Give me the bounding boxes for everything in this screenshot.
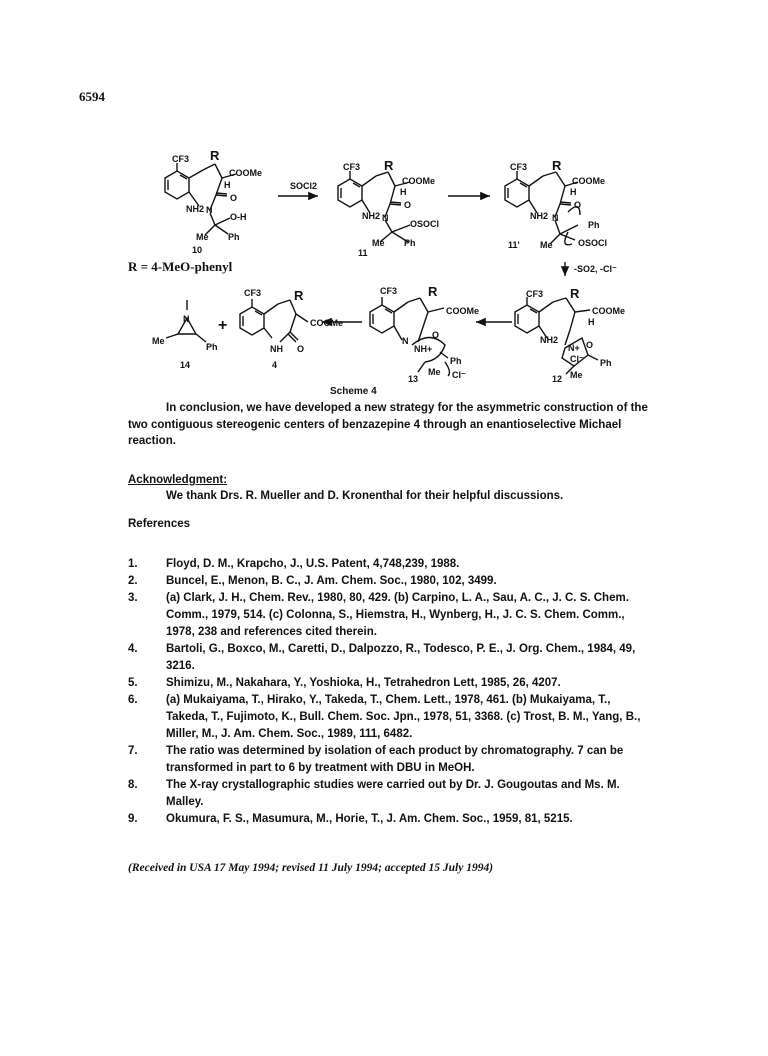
reference-number: 3. bbox=[128, 592, 138, 604]
label-cf3-11p: CF3 bbox=[510, 162, 528, 172]
reference-number: 6. bbox=[128, 694, 138, 706]
label-coome-12: COOMe bbox=[592, 306, 626, 316]
label-me-11p: Me bbox=[540, 240, 553, 250]
label-r-10: R bbox=[210, 148, 220, 163]
reference-number: 4. bbox=[128, 643, 138, 655]
label-h-11p: H bbox=[570, 187, 577, 197]
label-cf3-10: CF3 bbox=[172, 154, 190, 164]
label-ososcl-11p: OSOCl bbox=[578, 238, 608, 248]
reference-item bbox=[128, 675, 653, 692]
compound-14: 14 bbox=[180, 360, 191, 370]
label-ph-11: Ph bbox=[404, 238, 416, 248]
label-n-14: N bbox=[183, 314, 190, 324]
reference-item bbox=[128, 743, 653, 777]
label-coome-10: COOMe bbox=[229, 168, 263, 178]
label-ph-11p: Ph bbox=[588, 220, 600, 230]
label-ph-12: Ph bbox=[600, 358, 612, 368]
reference-number: 8. bbox=[128, 779, 138, 791]
label-o-4: O bbox=[297, 344, 305, 354]
compound-12: 12 bbox=[552, 374, 563, 384]
label-o-10: O bbox=[230, 193, 238, 203]
compound-11-prime: 11' bbox=[508, 240, 520, 250]
label-r-4: R bbox=[294, 288, 304, 303]
label-nh2-12: NH2 bbox=[540, 335, 559, 345]
label-me-10: Me bbox=[196, 232, 209, 242]
compound-11: 11 bbox=[358, 248, 368, 258]
structure-4 bbox=[240, 299, 308, 342]
reference-item bbox=[128, 641, 653, 675]
label-nh-4: NH bbox=[270, 344, 283, 354]
label-ososcl-11: OSOCl bbox=[410, 219, 440, 229]
label-nh2-11: NH2 bbox=[362, 211, 381, 221]
label-nplus-12: N+ bbox=[568, 343, 580, 353]
compound-10: 10 bbox=[192, 245, 203, 255]
label-ph-14: Ph bbox=[206, 342, 218, 352]
label-coome-11: COOMe bbox=[402, 176, 436, 186]
reference-text: Okumura, F. S., Masumura, M., Horie, T., J. Am. Chem. Soc., 1959, 81, 5215. bbox=[166, 813, 573, 825]
reference-item bbox=[128, 556, 653, 573]
compound-4: 4 bbox=[272, 360, 278, 370]
label-ph-10: Ph bbox=[228, 232, 240, 242]
reference-number: 7. bbox=[128, 745, 138, 757]
reference-text: The ratio was determined by isolation of each product by chromatography. 7 can be transformed in part to 6 by treatment with DBU in MeOH. bbox=[166, 745, 624, 774]
label-coome-13: COOMe bbox=[446, 306, 480, 316]
reference-number: 2. bbox=[128, 575, 138, 587]
label-oh-10: O-H bbox=[230, 212, 247, 222]
label-coome-4: COOMe bbox=[310, 318, 344, 328]
label-me-14: Me bbox=[152, 336, 165, 346]
label-coome-11p: COOMe bbox=[572, 176, 606, 186]
label-o-11: O bbox=[404, 200, 412, 210]
reference-number: 9. bbox=[128, 813, 138, 825]
structure-11-prime bbox=[505, 171, 580, 245]
scheme-caption: Scheme 4 bbox=[330, 386, 377, 397]
reference-item bbox=[128, 777, 653, 811]
r-definition: R = 4-MeO-phenyl bbox=[128, 259, 233, 274]
label-r-12: R bbox=[570, 286, 580, 301]
label-o-12: O bbox=[586, 340, 594, 350]
label-r-11p: R bbox=[552, 158, 562, 173]
label-nh2-11p: NH2 bbox=[530, 211, 549, 221]
label-cf3-13: CF3 bbox=[380, 286, 398, 296]
reference-text: Bartoli, G., Boxco, M., Caretti, D., Dalpozzo, R., Todesco, P. E., J. Org. Chem., 1984, 49, 3216. bbox=[166, 643, 636, 672]
label-ph-13: Ph bbox=[450, 356, 462, 366]
label-h-10: H bbox=[224, 180, 231, 190]
page-number: 6594 bbox=[79, 89, 105, 104]
label-me-12: Me bbox=[570, 370, 583, 380]
reference-text: Floyd, D. M., Krapcho, J., U.S. Patent, 4,748,239, 1988. bbox=[166, 558, 460, 570]
label-cf3-11: CF3 bbox=[343, 162, 361, 172]
reference-text: Shimizu, M., Nakahara, Y., Yoshioka, H., Tetrahedron Lett, 1985, 26, 4207. bbox=[166, 677, 561, 689]
reference-text: (a) Clark, J. H., Chem. Rev., 1980, 80, 429. (b) Carpino, L. A., Sau, A. C., J. C. S. Chem. Comm., 1979, 514. (c) Colonna, S., Hiemstra, H., Wynberg, H., J. C. S. Chem. Comm., 1978, 238 and references cited therein. bbox=[166, 592, 629, 638]
label-nhplus-13: NH+ bbox=[414, 344, 433, 354]
structure-10 bbox=[165, 163, 236, 235]
reference-number: 1. bbox=[128, 558, 138, 570]
reference-text: The X-ray crystallographic studies were carried out by Dr. J. Gougoutas and Ms. M. Malley. bbox=[166, 779, 620, 808]
label-r-11: R bbox=[384, 158, 394, 173]
compound-13: 13 bbox=[408, 374, 419, 384]
label-n-13: N bbox=[402, 336, 409, 346]
references-list bbox=[128, 556, 653, 828]
label-r-13: R bbox=[428, 284, 438, 299]
reaction-scheme bbox=[0, 0, 768, 400]
reference-text: (a) Mukaiyama, T., Hirako, Y., Takeda, T., Chem. Lett., 1978, 461. (b) Mukaiyama, T., Takeda, T., Fujimoto, K., Bull. Chem. Soc. Jpn., 1978, 51, 3368. (c) Trost, B. M., Yang, B., Miller, M., J. Am. Chem. Soc., 1989, 111, 6482. bbox=[166, 694, 641, 740]
label-cl-13: Cl⁻ bbox=[452, 370, 466, 380]
reference-text: Buncel, E., Menon, B. C., J. Am. Chem. Soc., 1980, 102, 3499. bbox=[166, 575, 497, 587]
reagent-socl2: SOCl2 bbox=[290, 181, 318, 191]
label-nh2-10: NH2 bbox=[186, 204, 205, 214]
label-o-13: O bbox=[432, 330, 440, 340]
plus-sign: + bbox=[218, 317, 228, 334]
acknowledgment-text: We thank Drs. R. Mueller and D. Kronenthal for their helpful discussions. bbox=[166, 490, 564, 502]
label-me-13: Me bbox=[428, 367, 441, 377]
conclusion-paragraph: In conclusion, we have developed a new strategy for the asymmetric construction of the two contiguous stereogenic centers of benzazepine 4 through an enantioselective Michael reaction. bbox=[128, 402, 648, 447]
label-me-11: Me bbox=[372, 238, 385, 248]
received-dates: (Received in USA 17 May 1994; revised 11 July 1994; accepted 15 July 1994) bbox=[128, 862, 494, 874]
label-n-11: N bbox=[382, 213, 389, 223]
reference-number: 5. bbox=[128, 677, 138, 689]
references-heading: References bbox=[128, 518, 191, 530]
reference-item bbox=[128, 590, 653, 641]
reagent-so2: -SO2, -Cl⁻ bbox=[574, 264, 617, 274]
label-cf3-12: CF3 bbox=[526, 289, 544, 299]
reference-item bbox=[128, 811, 653, 828]
acknowledgment-heading-text: Acknowledgment bbox=[128, 474, 224, 486]
structure-11 bbox=[338, 171, 410, 242]
label-n-10: N bbox=[206, 205, 213, 215]
reference-item bbox=[128, 692, 653, 743]
label-o-11p: O bbox=[574, 200, 582, 210]
label-cl-12: Cl⁻ bbox=[570, 354, 584, 364]
acknowledgment-heading: Acknowledgment: bbox=[128, 474, 228, 486]
label-n-11p: N bbox=[552, 213, 559, 223]
reference-item bbox=[128, 573, 653, 590]
label-h-11: H bbox=[400, 187, 407, 197]
label-cf3-4: CF3 bbox=[244, 288, 262, 298]
label-h-12: H bbox=[588, 317, 595, 327]
